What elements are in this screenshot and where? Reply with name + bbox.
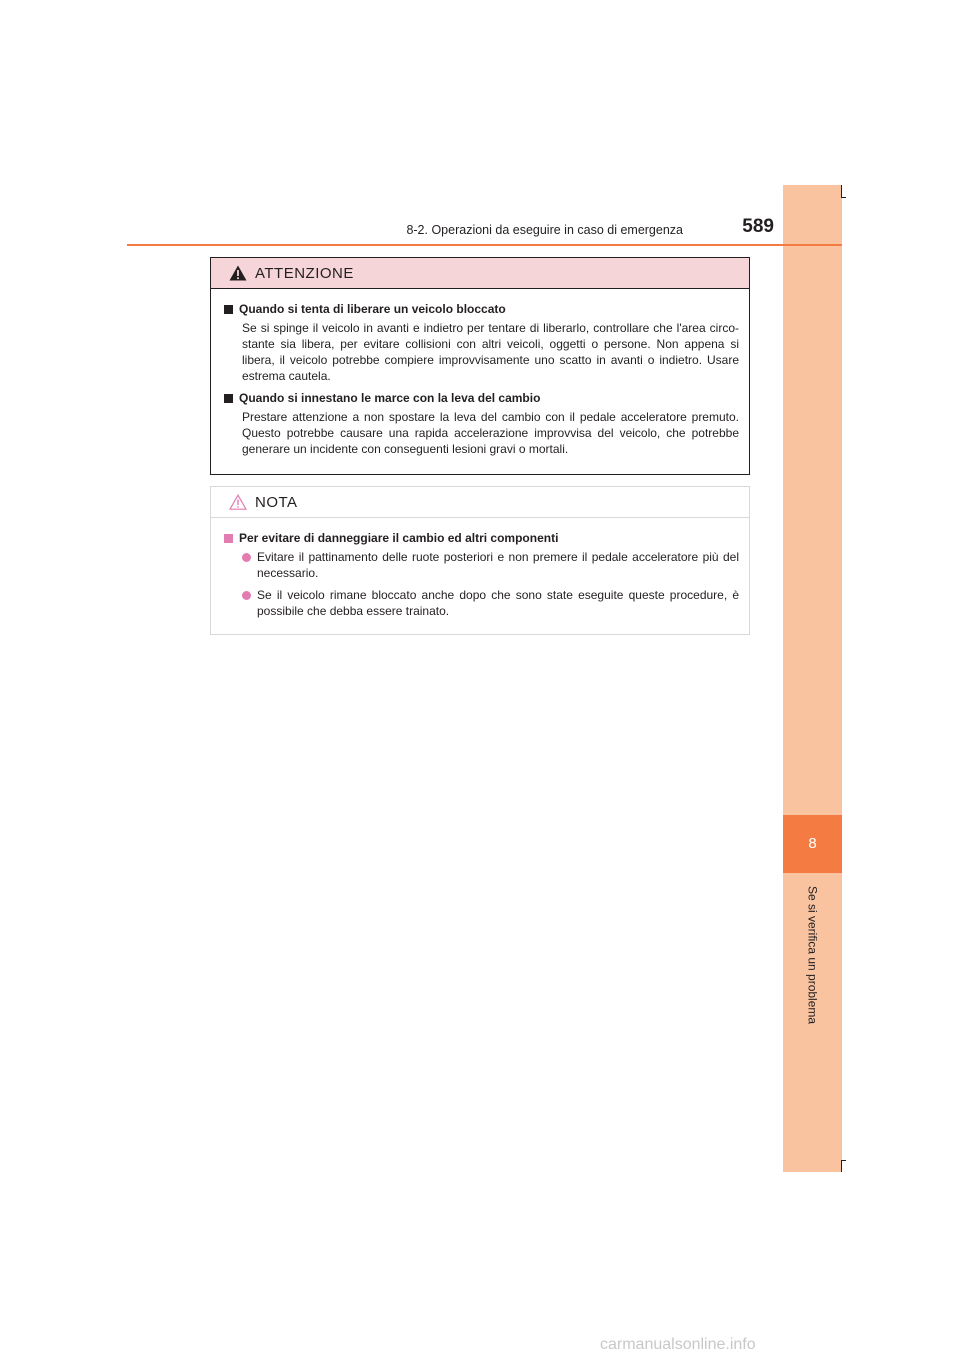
crop-mark-bottom-h (841, 1160, 846, 1161)
warning-item-text: Se si spinge il veicolo in avanti e indietro per tentare di liberarlo, controllare che l'area circo- stante sia libera, per evitare collisioni con altri veicoli, oggetti o persone. Non appena si libera, il veicolo potrebbe compiere improvvisamente uno scatto in avanti o indietro. Usare estrema cautela. (242, 321, 739, 383)
warning-header (211, 258, 749, 289)
notice-bullet-text: Se il veicolo rimane bloccato anche dopo che sono state eseguite queste procedure, è possibile che debba essere trainato. (257, 588, 739, 618)
crop-mark-top-h (841, 197, 846, 198)
warning-body (211, 289, 749, 457)
warning-box (210, 257, 750, 475)
notice-header (211, 487, 749, 518)
header-rule (127, 244, 842, 246)
notice-bullet-text: Evitare il pattinamento delle ruote posteriori e non premere il pedale acceleratore più del necessario. (257, 550, 739, 580)
page-number: 589 (742, 216, 774, 237)
notice-bullet (242, 549, 739, 581)
square-bullet-icon (224, 534, 233, 543)
chapter-number: 8 (783, 815, 842, 873)
square-bullet-icon (224, 394, 233, 403)
crop-mark-top (841, 185, 842, 197)
notice-bullet (242, 587, 739, 619)
warning-heading: ATTENZIONE (255, 264, 354, 282)
warning-item-title (224, 301, 739, 317)
warning-triangle-icon (229, 265, 247, 281)
round-bullet-icon (242, 591, 251, 600)
notice-heading: NOTA (255, 493, 298, 511)
warning-item-title-text: Quando si tenta di liberare un veicolo bloccato (239, 302, 506, 316)
round-bullet-icon (242, 553, 251, 562)
warning-item-title (224, 390, 739, 406)
crop-mark-bottom (841, 1160, 842, 1172)
notice-box (210, 486, 750, 635)
chapter-title: Se si verifica un problema (805, 885, 820, 1025)
section-title: 8-2. Operazioni da eseguire in caso di emergenza (406, 223, 683, 237)
caution-outline-triangle-icon (229, 494, 247, 510)
warning-item-text: Prestare attenzione a non spostare la leva del cambio con il pedale acceleratore premuto. Questo potrebbe causare una rapida accelerazione improvvisa del veicolo, che potrebbe generare un incidente con conseguenti lesioni gravi o mortali. (242, 410, 739, 456)
notice-item-title (224, 530, 739, 546)
chapter-title-container (783, 880, 842, 1030)
square-bullet-icon (224, 305, 233, 314)
notice-item-title-text: Per evitare di danneggiare il cambio ed altri componenti (239, 531, 559, 545)
notice-body (211, 518, 749, 619)
warning-item-title-text: Quando si innestano le marce con la leva del cambio (239, 391, 541, 405)
watermark: carmanualsonline.info (600, 1336, 756, 1353)
